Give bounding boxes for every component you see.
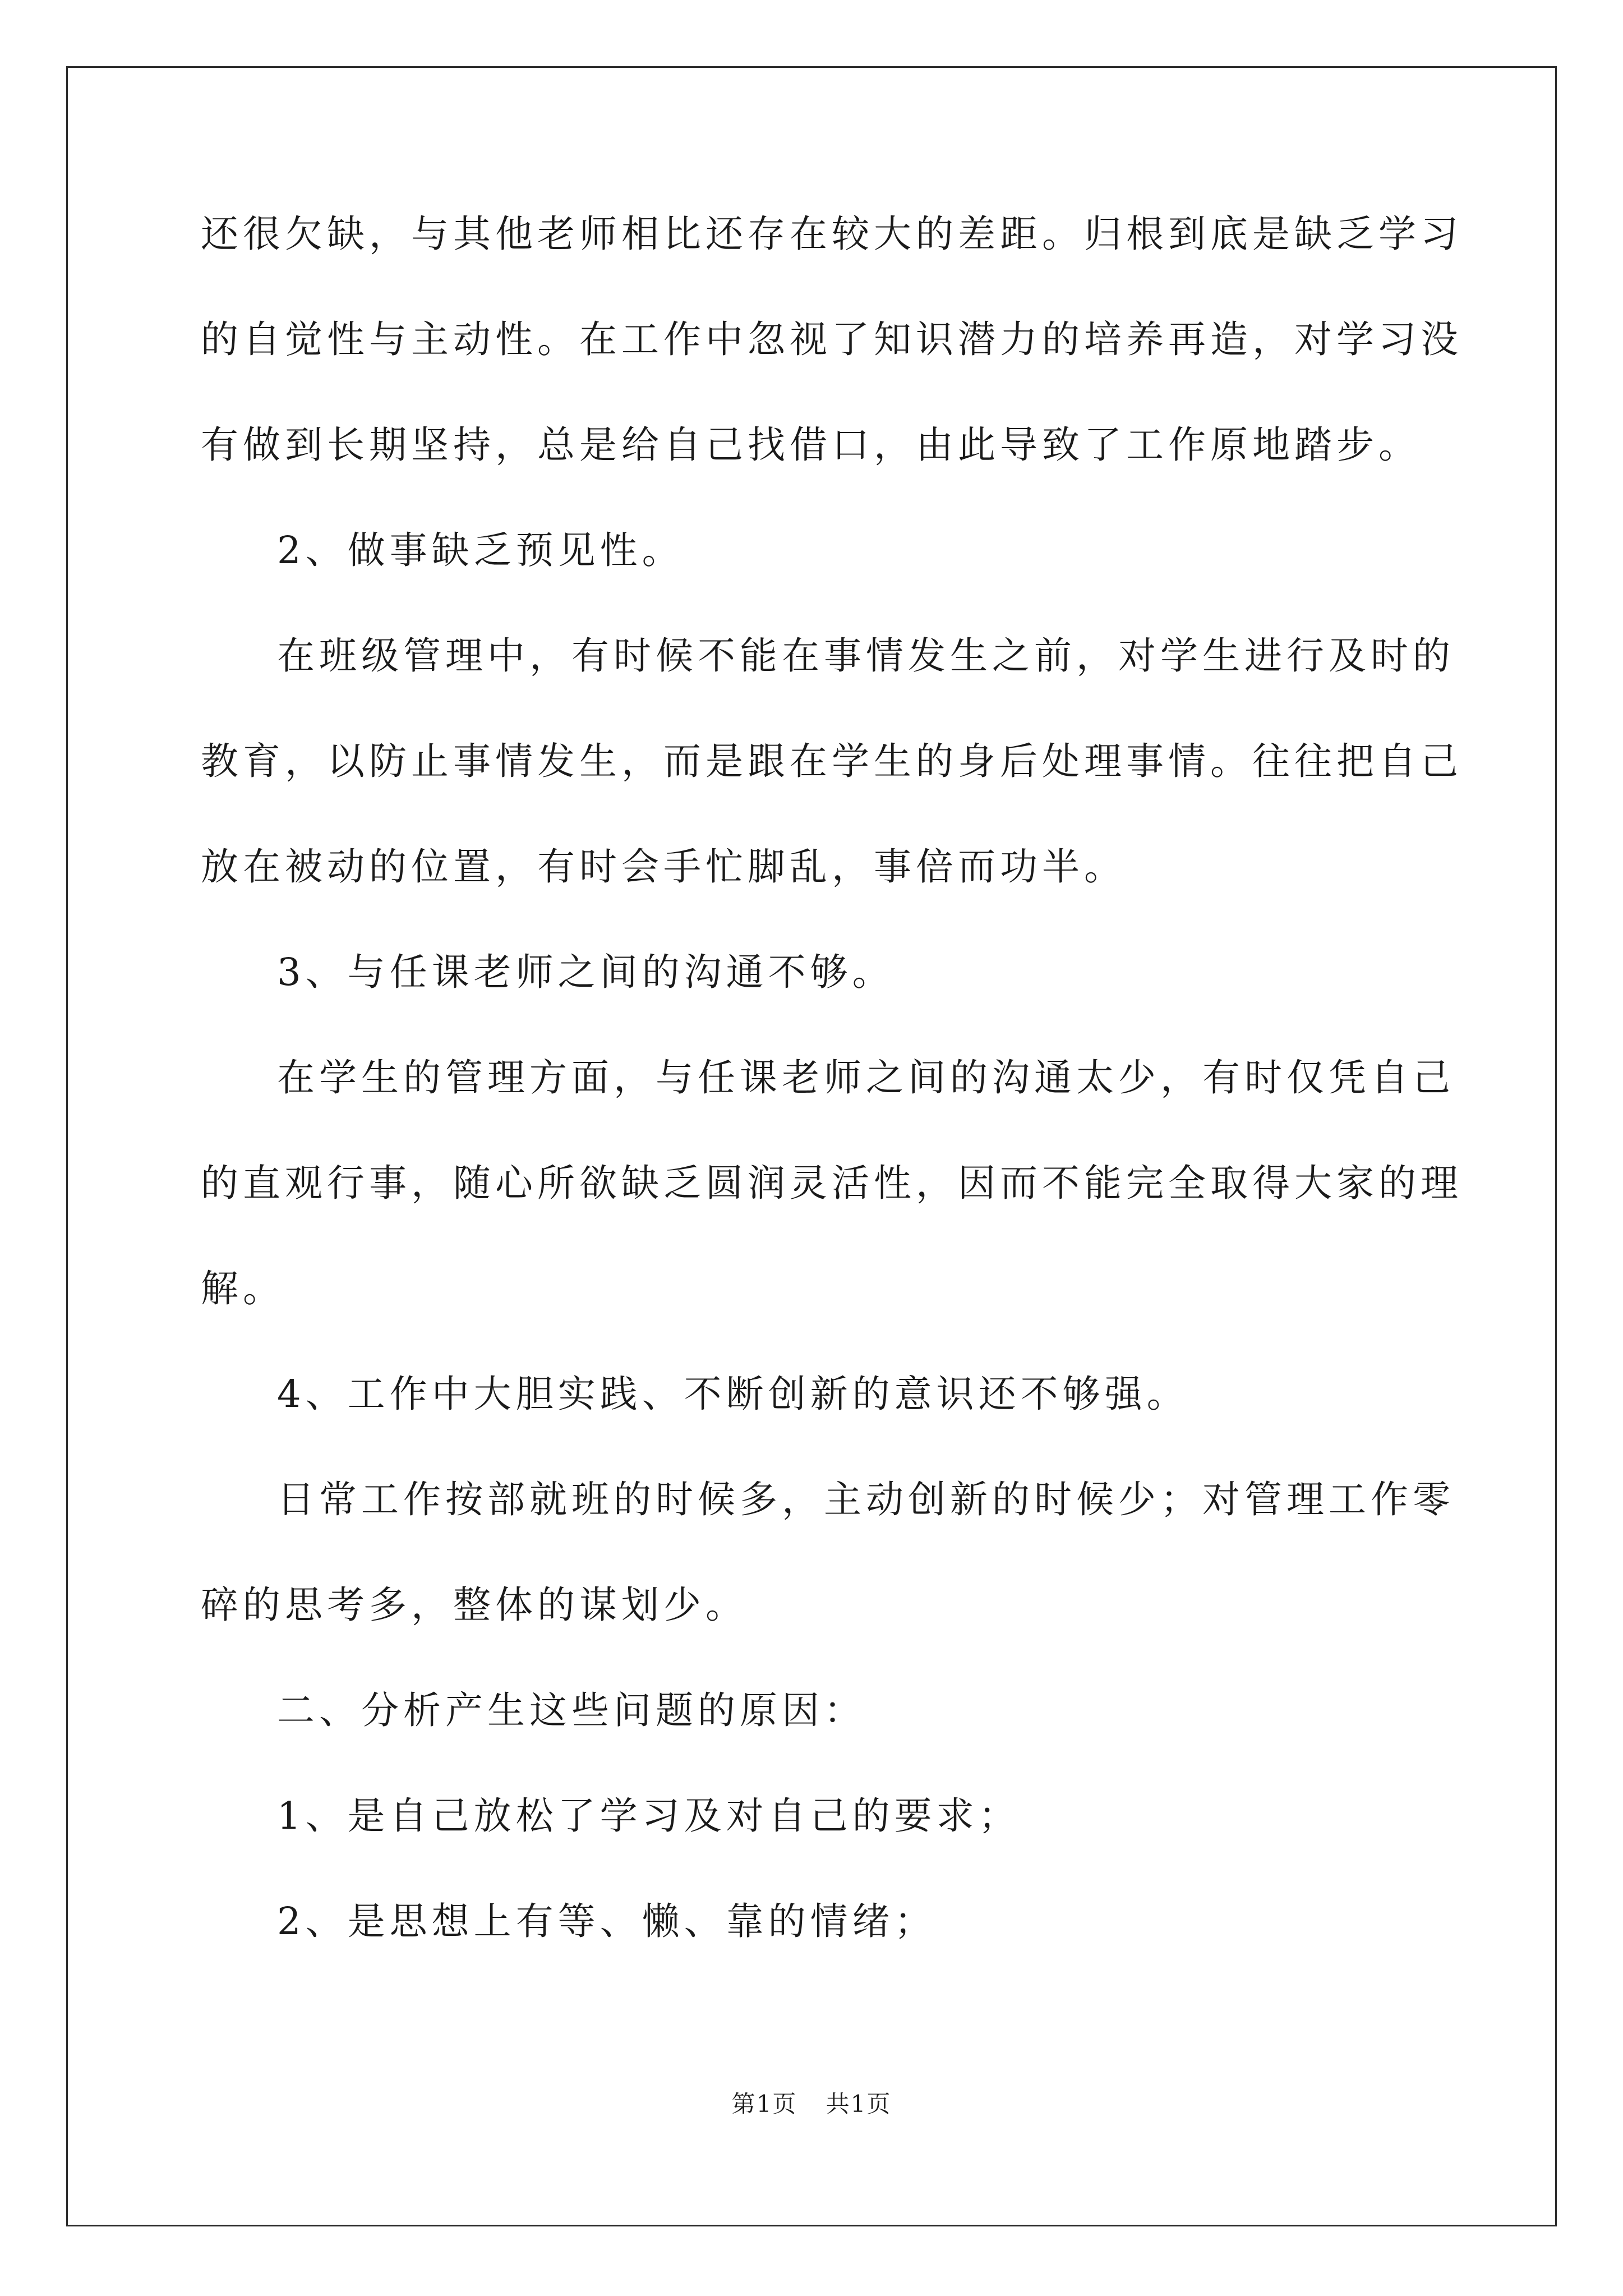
text-line: 有做到长期坚持，总是给自己找借口，由此导致了工作原地踏步。 [201,423,1421,467]
text-line: 放在被动的位置，有时会手忙脚乱，事倍而功半。 [201,845,1126,889]
text-line: 的直观行事，随心所欲缺乏圆润灵活性，因而不能完全取得大家的理 [201,1161,1463,1205]
section-heading: 4、工作中大胆实践、不断创新的意识还不够强。 [277,1372,1189,1416]
document-body [201,208,1463,1948]
list-item: 1、是自己放松了学习及对自己的要求； [277,1794,1021,1838]
text-line: 解。 [201,1267,285,1310]
section-heading: 2、做事缺乏预见性。 [277,528,684,572]
paragraph-start: 日常工作按部就班的时候多，主动创新的时候少；对管理工作零 [277,1478,1455,1521]
section-heading: 二、分析产生这些问题的原因： [277,1688,866,1732]
list-item: 2、是思想上有等、懒、靠的情绪； [277,1899,937,1943]
page-number: 第1页 [731,2090,797,2118]
text-line: 还很欠缺，与其他老师相比还存在较大的差距。归根到底是缺乏学习 [201,212,1463,256]
page-total: 共1页 [826,2090,892,2118]
text-line: 碎的思考多，整体的谋划少。 [201,1583,748,1627]
paragraph-start: 在学生的管理方面，与任课老师之间的沟通太少，有时仅凭自己 [277,1056,1455,1099]
text-line: 的自觉性与主动性。在工作中忽视了知识潜力的培养再造，对学习没 [201,318,1463,361]
page-footer [0,2086,1623,2119]
section-heading: 3、与任课老师之间的沟通不够。 [277,950,895,994]
text-line: 教育，以防止事情发生，而是跟在学生的身后处理事情。往往把自己 [201,739,1463,783]
paragraph-start: 在班级管理中，有时候不能在事情发生之前，对学生进行及时的 [277,634,1455,678]
